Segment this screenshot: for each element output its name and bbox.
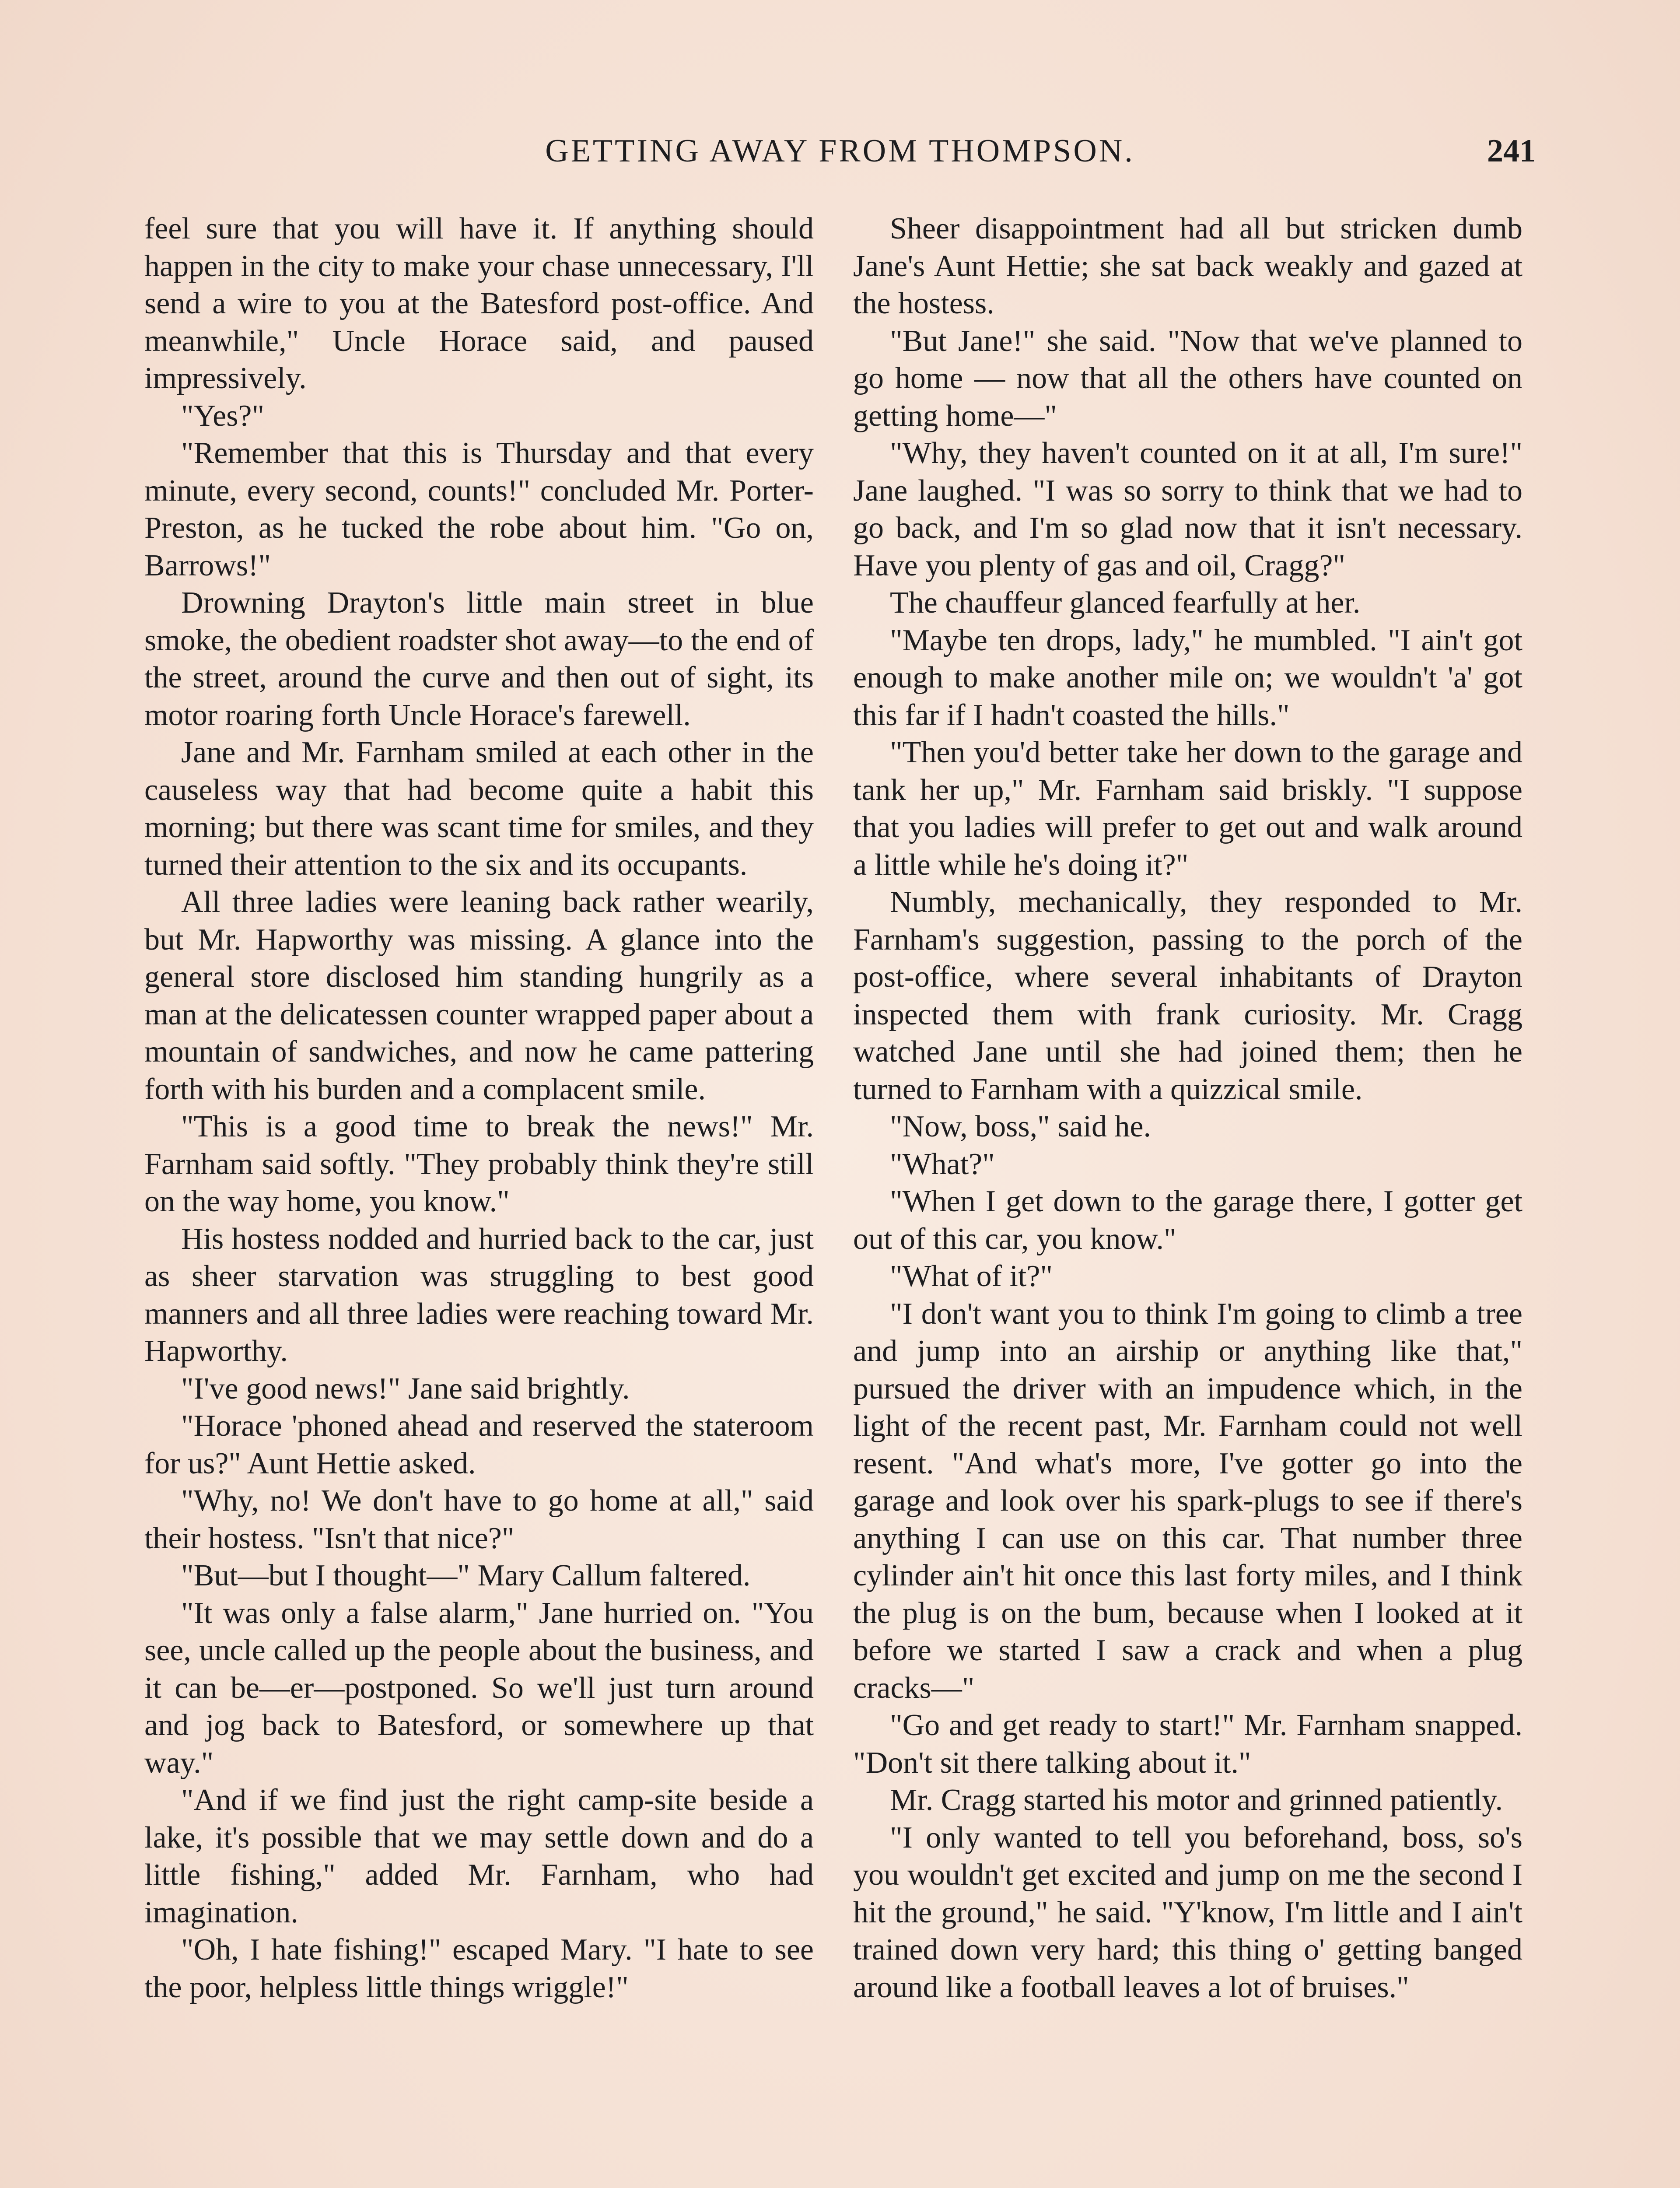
paragraph: "Oh, I hate fishing!" escaped Mary. "I hate to see the poor, helpless little things wriggle!" [144,1933,814,2004]
paragraph: "Why, they haven't counted on it at all, I'm sure!" Jane laughed. "I was so sorry to think that we had to go back, and I'm so glad now that it isn't necessary. Have you plenty of gas and oil, Cragg?" [853,436,1522,582]
paragraph: "Now, boss," said he. [890,1110,1152,1143]
paragraph: Drowning Drayton's little main street in blue smoke, the obedient roadster shot away—to the end of the street, around the curve and then out of sight, its motor roaring forth Uncle Horace's farewell. [144,586,814,732]
paragraph: "What of it?" [890,1259,1053,1293]
paragraph: "This is a good time to break the news!" Mr. Farnham said softly. "They probably think they're still on the way home, you know." [144,1110,814,1218]
paragraph: "And if we find just the right camp-site beside a lake, it's possible that we may settle down and do a little fishing," added Mr. Farnham, who had imagination. [144,1783,814,1929]
paragraph: "I only wanted to tell you beforehand, boss, so's you wouldn't get excited and jump on me the second I hit the ground," he said. "Y'know, I'm little and I ain't trained down very hard; this thing o' getting banged around like a football leaves a lot of bruises." [853,1820,1522,2004]
paragraph: Mr. Cragg started his motor and grinned patiently. [890,1783,1503,1817]
paragraph: Sheer disappointment had all but stricken dumb Jane's Aunt Hettie; she sat back weakly and gazed at the hostess. [853,212,1522,320]
paragraph: Numbly, mechanically, they responded to Mr. Farnham's suggestion, passing to the porch of the post-office, where several inhabitants of Drayton inspected them with frank curiosity. Mr. Cragg watched Jane until she had joined them; then he turned to Farnham with a quizzical smile. [853,885,1522,1106]
paragraph: "I've good news!" Jane said brightly. [181,1371,630,1406]
paragraph: "But—but I thought—" Mary Callum faltered. [181,1559,751,1592]
paragraph: "Horace 'phoned ahead and reserved the stateroom for us?" Aunt Hettie asked. [144,1409,814,1480]
paragraph: "Yes?" [181,399,265,433]
paragraph: "Go and get ready to start!" Mr. Farnham snapped. "Don't sit there talking about it." [853,1708,1522,1780]
page-number: 241 [1487,133,1536,169]
paragraph: feel sure that you will have it. If anything should happen in the city to make your chase unnecessary, I'll send a wire to you at the Batesford post-office. And meanwhile," Uncle Horace said, and paused impressively. [144,212,814,395]
paragraph: The chauffeur glanced fearfully at her. [890,586,1361,620]
paragraph: Jane and Mr. Farnham smiled at each other in the causeless way that had become quite a habit this morning; but there was scant time for smiles, and they turned their attention to the six and its occupants. [144,736,814,882]
left-column [144,210,814,2188]
paragraph: "Maybe ten drops, lady," he mumbled. "I ain't got enough to make another mile on; we wouldn't 'a' got this far if I hadn't coasted the hills." [853,623,1522,732]
running-header [144,127,1536,175]
paragraph: "When I get down to the garage there, I gotter get out of this car, you know." [853,1185,1522,1256]
paragraph: "It was only a false alarm," Jane hurried on. "You see, uncle called up the people about the business, and it can be—er—postponed. So we'll just turn around and jog back to Batesford, or somewhere up that way." [144,1596,814,1780]
paragraph: "Then you'd better take her down to the garage and tank her up," Mr. Farnham said briskly. "I suppose that you ladies will prefer to get out and walk around a little while he's doing it?" [853,736,1522,882]
paragraph: "I don't want you to think I'm going to climb a tree and jump into an airship or anything like that," pursued the driver with an impudence which, in the light of the recent past, Mr. Farnham could not well resent. "And what's more, I've gotter go into the garage and look over his spark-plugs to see if there's anything I can use on this car. That number three cylinder ain't hit once this last forty miles, and I think the plug is on the bum, because when I looked at it before we started I saw a crack and when a plug cracks—" [853,1297,1522,1705]
right-column [853,210,1522,2188]
paragraph: "What?" [890,1147,995,1181]
paragraph: "Remember that this is Thursday and that every minute, every second, counts!" concluded Mr. Porter-Preston, as he tucked the robe about him. "Go on, Barrows!" [144,436,814,582]
paragraph: "Why, no! We don't have to go home at all," said their hostess. "Isn't that nice?" [144,1484,814,1555]
paragraph: "But Jane!" she said. "Now that we've planned to go home — now that all the others have counted on getting home—" [853,324,1522,433]
paragraph: His hostess nodded and hurried back to the car, just as sheer starvation was struggling to best good manners and all three ladies were reaching toward Mr. Hapworthy. [144,1222,814,1368]
paragraph: All three ladies were leaning back rather wearily, but Mr. Hapworthy was missing. A glance into the general store disclosed him standing hungrily as a man at the delicatessen counter wrapped paper about a mountain of sandwiches, and now he came pattering forth with his burden and a complacent smile. [144,885,814,1106]
running-title: GETTING AWAY FROM THOMPSON. [545,133,1135,169]
